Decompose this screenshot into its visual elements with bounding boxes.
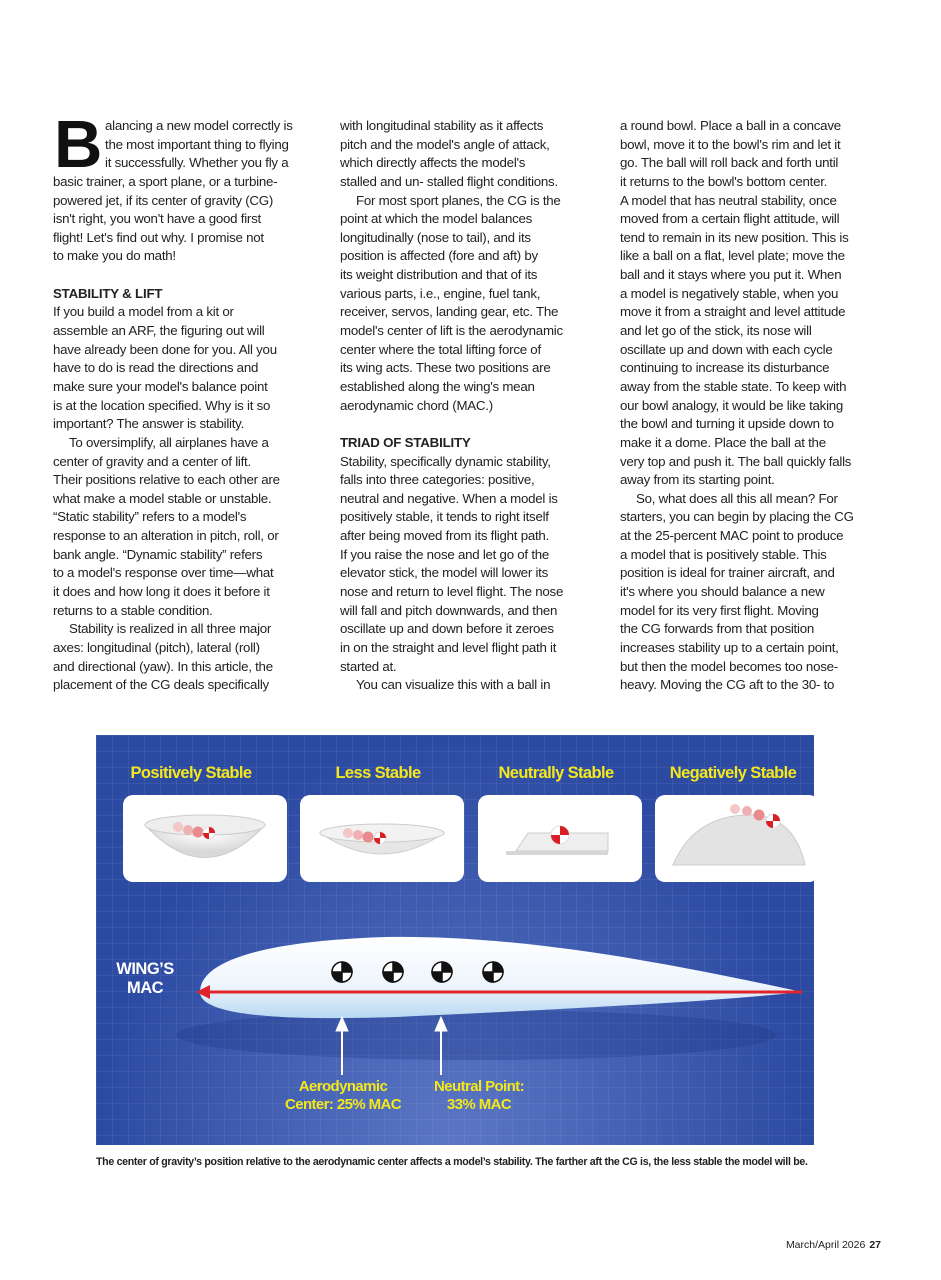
aero-center-line1: Aerodynamic	[298, 1078, 388, 1095]
text-line: established along the wing's mean	[340, 378, 535, 394]
text-line: So, what does all this all mean? For	[636, 490, 838, 506]
text-line: oscillate up and down before it zeroes	[340, 621, 554, 637]
text-line: center of gravity and a center of lift.	[53, 453, 251, 469]
text-line: make sure your model's balance point	[53, 378, 268, 394]
text-line: at the 25-percent MAC point to produce	[620, 528, 844, 544]
issue-date: March/April 2026	[785, 1239, 866, 1251]
text-line: what make a model stable or unstable.	[53, 490, 272, 506]
text-line: tend to remain in its new position. This is	[620, 229, 849, 245]
text-line: If you raise the nose and let go of the	[340, 546, 550, 562]
text-line: positively stable, it tends to right itself	[340, 509, 549, 525]
text-line: away from the stable state. To keep with	[620, 378, 847, 394]
text-line: powered jet, if its center of gravity (CG)	[53, 192, 274, 208]
text-line: elevator stick, the model will lower its	[340, 565, 548, 581]
text-line: will fall and pitch downwards, and then	[340, 602, 558, 618]
text-line: which directly affects the model's	[340, 155, 526, 171]
text-line: position is affected (fore and aft) by	[340, 248, 538, 264]
text-line: heavy. Moving the CG aft to the 30- to	[620, 677, 835, 693]
text-line: oscillate up and down with each cycle	[620, 341, 833, 357]
text-line: it does and how long it does it before it	[53, 584, 270, 600]
wing-label-line1: WING’S	[116, 960, 174, 978]
text-line: neutral and negative. When a model is	[340, 490, 558, 506]
text-line: position is ideal for trainer aircraft, and	[620, 565, 835, 581]
text-line: it's where you should balance a new	[620, 584, 825, 600]
text-line: a model is negatively stable, when you	[620, 285, 839, 301]
text-line: aerodynamic chord (MAC.)	[340, 397, 493, 413]
text-line: flight! Let's find out why. I promise not	[53, 229, 264, 245]
panel-label-positively-stable: Positively Stable	[130, 764, 252, 782]
text-line: Stability is realized in all three major	[69, 621, 272, 637]
text-line: away from its starting point.	[620, 472, 775, 488]
text-line: its weight distribution and that of its	[340, 267, 538, 283]
text-line: stalled and un- stalled flight conditions.	[340, 173, 558, 189]
text-line: model's center of lift is the aerodynamic	[340, 323, 563, 339]
neutral-point-line2: 33% MAC	[446, 1096, 512, 1113]
text-line: go. The ball will roll back and forth until	[620, 155, 839, 171]
text-line: started at.	[340, 658, 397, 674]
text-line: “Static stability” refers to a model's	[53, 509, 247, 525]
text-line: the bowl and turning it upside down to	[620, 416, 834, 432]
text-line: placement of the CG deals specifically	[53, 677, 269, 693]
text-line: the CG forwards from that position	[620, 621, 814, 637]
text-line	[340, 415, 615, 434]
section-heading: TRIAD OF STABILITY	[340, 434, 471, 450]
text-line: it successfully. Whether you fly a	[105, 155, 289, 171]
panel-label-neutrally-stable: Neutrally Stable	[498, 764, 614, 782]
text-line: To oversimplify, all airplanes have a	[69, 434, 269, 450]
article-column-2	[340, 117, 615, 695]
text-line: the most important thing to flying	[105, 136, 289, 152]
text-line: longitudinally (nose to tail), and its	[340, 229, 531, 245]
text-line: to make you do math!	[53, 248, 176, 264]
text-line: make it a dome. Place the ball at the	[620, 434, 826, 450]
text-line: bank angle. “Dynamic stability” refers	[53, 546, 263, 562]
text-line: moved from a certain flight attitude, will	[620, 211, 840, 227]
drop-cap: B	[54, 107, 103, 182]
text-line: continuing to increase its disturbance	[620, 360, 830, 376]
text-line: have already been done for you. All you	[53, 341, 277, 357]
text-line: ball and it stays where you put it. When	[620, 267, 842, 283]
text-line: axes: longitudinal (pitch), lateral (roll)	[53, 639, 260, 655]
wing-mac-label	[110, 960, 180, 998]
article-column-3	[620, 117, 895, 695]
text-line: a model that is positively stable. This	[620, 546, 827, 562]
text-line: starters, you can begin by placing the CG	[620, 509, 854, 525]
text-line: returns to a stable condition.	[53, 602, 213, 618]
text-line: move it from a straight and level attitude	[620, 304, 846, 320]
neutral-point-line1: Neutral Point:	[434, 1078, 524, 1095]
text-line: For most sport planes, the CG is the	[356, 192, 561, 208]
stability-diagram	[96, 735, 814, 1145]
text-line: to a model's response over time—what	[53, 565, 274, 581]
text-line: Stability, specifically dynamic stability,	[340, 453, 551, 469]
text-line: Their positions relative to each other are	[53, 472, 280, 488]
text-line: alancing a new model correctly is	[105, 118, 293, 133]
panel-label-negatively-stable: Negatively Stable	[669, 764, 797, 782]
text-line: model for its very first flight. Moving	[620, 602, 819, 618]
text-line	[53, 266, 328, 285]
text-line: assemble an ARF, the figuring out will	[53, 323, 265, 339]
text-line: and directional (yaw). In this article, the	[53, 658, 273, 674]
text-line: in on the straight and level flight path it	[340, 639, 557, 655]
text-line: point at which the model balances	[340, 211, 533, 227]
aero-center-line2: Center: 25% MAC	[284, 1096, 402, 1113]
text-line: our bowl analogy, it would be like taking	[620, 397, 844, 413]
text-line: bowl, move it to the bowl's rim and let it	[620, 136, 841, 152]
text-line: its wing acts. These two positions are	[340, 360, 551, 376]
text-line: pitch and the model's angle of attack,	[340, 136, 550, 152]
text-line: like a ball on a flat, level plate; move the	[620, 248, 845, 264]
panel-label-less-stable: Less Stable	[335, 764, 421, 782]
text-line: is at the location specified. Why is it so	[53, 397, 271, 413]
neutral-point-label	[404, 1078, 554, 1114]
text-line: A model that has neutral stability, once	[620, 192, 837, 208]
text-line: center where the total lifting force of	[340, 341, 541, 357]
text-line: after being moved from its flight path.	[340, 528, 550, 544]
text-line: important? The answer is stability.	[53, 416, 245, 432]
text-line: and let go of the stick, its nose will	[620, 323, 812, 339]
text-line: nose and return to level flight. The nose	[340, 584, 564, 600]
aerodynamic-center-label	[268, 1078, 418, 1114]
section-heading: STABILITY & LIFT	[53, 285, 163, 301]
text-line: it returns to the bowl's bottom center.	[620, 173, 828, 189]
text-line: falls into three categories: positive,	[340, 472, 535, 488]
text-line: basic trainer, a sport plane, or a turbine-	[53, 173, 278, 189]
text-line: isn't right, you won't have a good first	[53, 211, 261, 227]
text-line: very top and push it. The ball quickly falls	[620, 453, 852, 469]
article-column-1	[53, 107, 328, 695]
text-line: response to an alteration in pitch, roll, or	[53, 528, 279, 544]
text-line: but then the model becomes too nose-	[620, 658, 838, 674]
wing-label-line2: MAC	[126, 979, 164, 997]
text-line: with longitudinal stability as it affects	[340, 118, 544, 133]
page-number: 27	[869, 1239, 881, 1251]
text-line: various parts, i.e., engine, fuel tank,	[340, 285, 541, 301]
text-line: have to do is read the directions and	[53, 360, 259, 376]
text-line: You can visualize this with a ball in	[356, 677, 551, 693]
page-footer	[786, 1239, 881, 1251]
text-line: increases stability up to a certain point,	[620, 639, 839, 655]
text-line: If you build a model from a kit or	[53, 304, 234, 320]
figure-caption: The center of gravity’s position relative to the aerodynamic center affects a model’s stability. The farther aft the CG is, the less stable the model will be.	[96, 1156, 808, 1168]
text-line: receiver, servos, landing gear, etc. The	[340, 304, 559, 320]
text-line: a round bowl. Place a ball in a concave	[620, 118, 841, 133]
